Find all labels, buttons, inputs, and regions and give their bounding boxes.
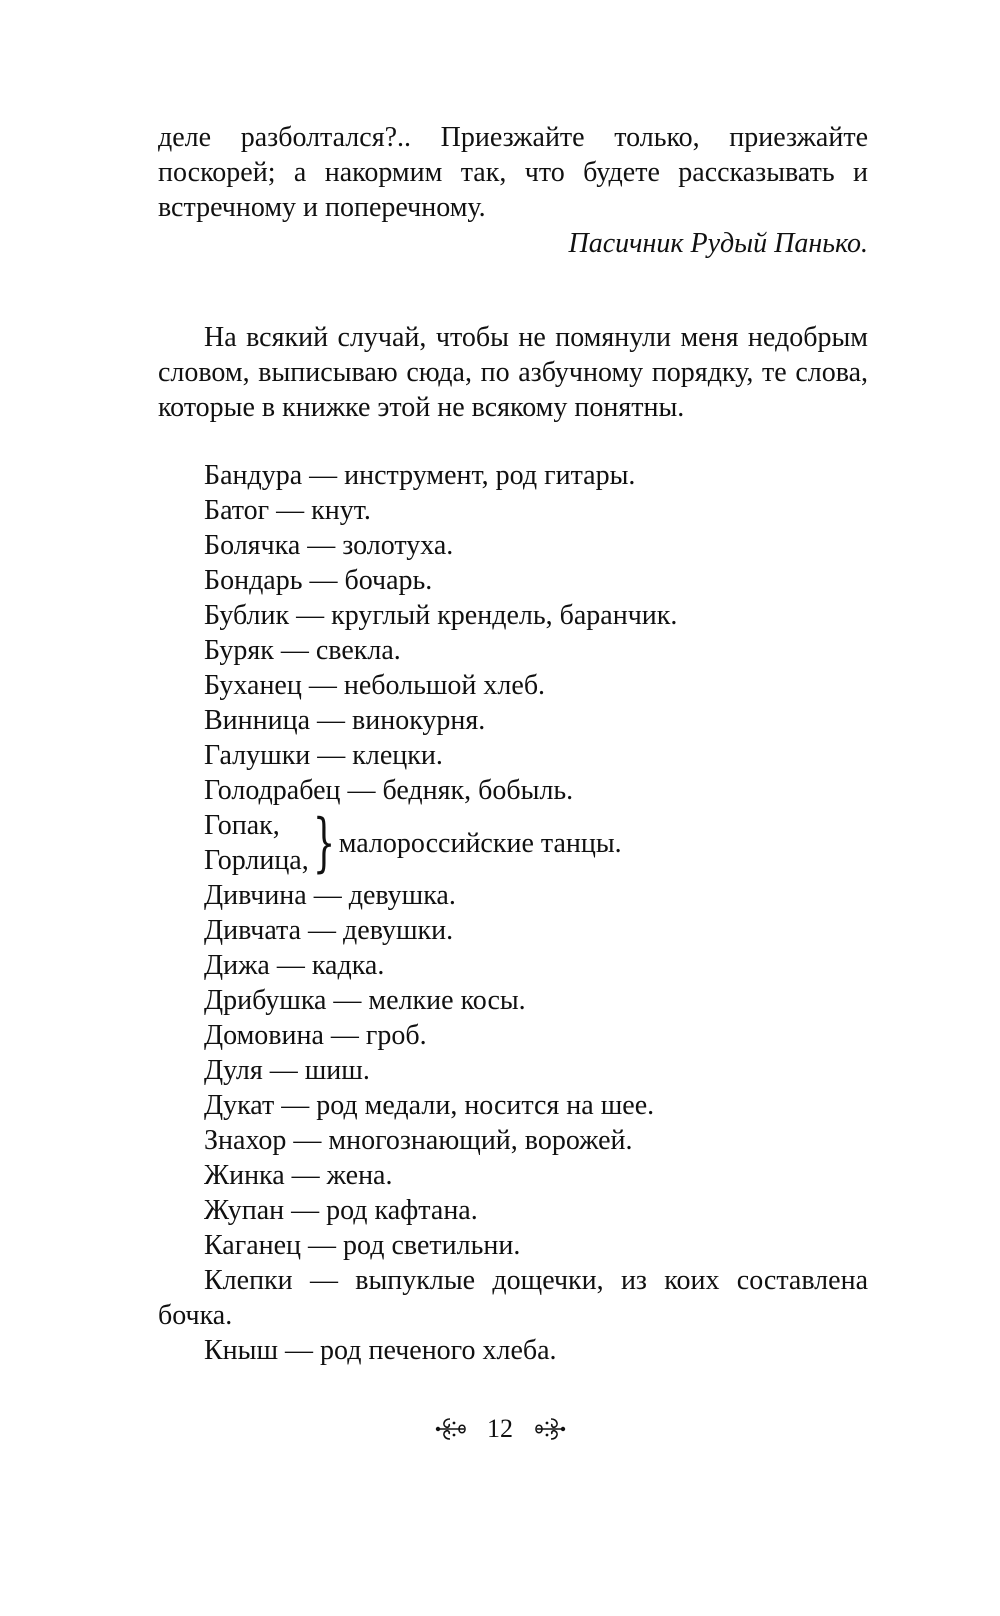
fleuron-ornament-icon	[433, 1416, 467, 1442]
glossary-entry: Дижа — кадка.	[204, 950, 385, 981]
glossary-entry: Знахор — многознающий, ворожей.	[204, 1125, 633, 1156]
glossary-entry: Дукат — род медали, носится на шее.	[204, 1090, 655, 1121]
glossary-entry: Галушки — клецки.	[204, 740, 443, 771]
intro-paragraph: На всякий случай, чтобы не помянули меня недобрым словом, выписываю сюда, по азбучному порядку, те слова, которые в книжке этой не всякому понятны.	[158, 322, 868, 423]
signature: Пасичник Рудый Панько.	[568, 228, 868, 259]
glossary-entry: Дивчата — девушки.	[204, 915, 454, 946]
glossary-entry: Болячка — золотуха.	[204, 530, 454, 561]
right-brace-icon: }	[312, 806, 335, 880]
glossary-entry: Дуля — шиш.	[204, 1055, 370, 1086]
glossary-entry: Бандура — инструмент, род гитары.	[204, 460, 636, 491]
glossary-entry: Дивчина — девушка.	[204, 880, 456, 911]
glossary-entry: Дрибушка — мелкие косы.	[204, 985, 526, 1016]
glossary-entry: Буханец — небольшой хлеб.	[204, 670, 546, 701]
fleuron-ornament-icon	[534, 1416, 568, 1442]
glossary-entry: Голодрабец — бедняк, бобыль.	[204, 775, 574, 806]
glossary-entry: Жупан — род кафтана.	[204, 1195, 478, 1226]
glossary-group-words	[204, 808, 309, 878]
glossary-entry: Клепки — выпуклые дощечки, из коих составлена бочка.	[158, 1265, 868, 1331]
glossary-group-definition: малороссийские танцы.	[338, 827, 622, 859]
glossary-entry: Винница — винокурня.	[204, 705, 486, 736]
glossary-entry: Домовина — гроб.	[204, 1020, 427, 1051]
glossary-entry: Кныш — род печеного хлеба.	[204, 1335, 557, 1366]
glossary-entry: Бублик — круглый крендель, баранчик.	[204, 600, 678, 631]
paragraph-continuation: деле разболтался?.. Приезжайте только, приезжайте поскорей; а накормим так, что будете рассказывать и встречному и поперечному.	[158, 122, 868, 223]
glossary-entry: Каганец — род светильни.	[204, 1230, 521, 1261]
glossary-entry: Жинка — жена.	[204, 1160, 393, 1191]
glossary-group-word: Гопак,	[204, 810, 280, 841]
glossary-group-entry	[158, 808, 868, 878]
glossary-entry: Бондарь — бочарь.	[204, 565, 433, 596]
glossary	[158, 458, 868, 1368]
page-number: 12	[487, 1414, 513, 1444]
page-footer	[0, 1407, 1000, 1449]
glossary-group-word: Горлица,	[204, 845, 309, 876]
glossary-entry: Батог — кнут.	[204, 495, 371, 526]
glossary-entry: Буряк — свекла.	[204, 635, 401, 666]
